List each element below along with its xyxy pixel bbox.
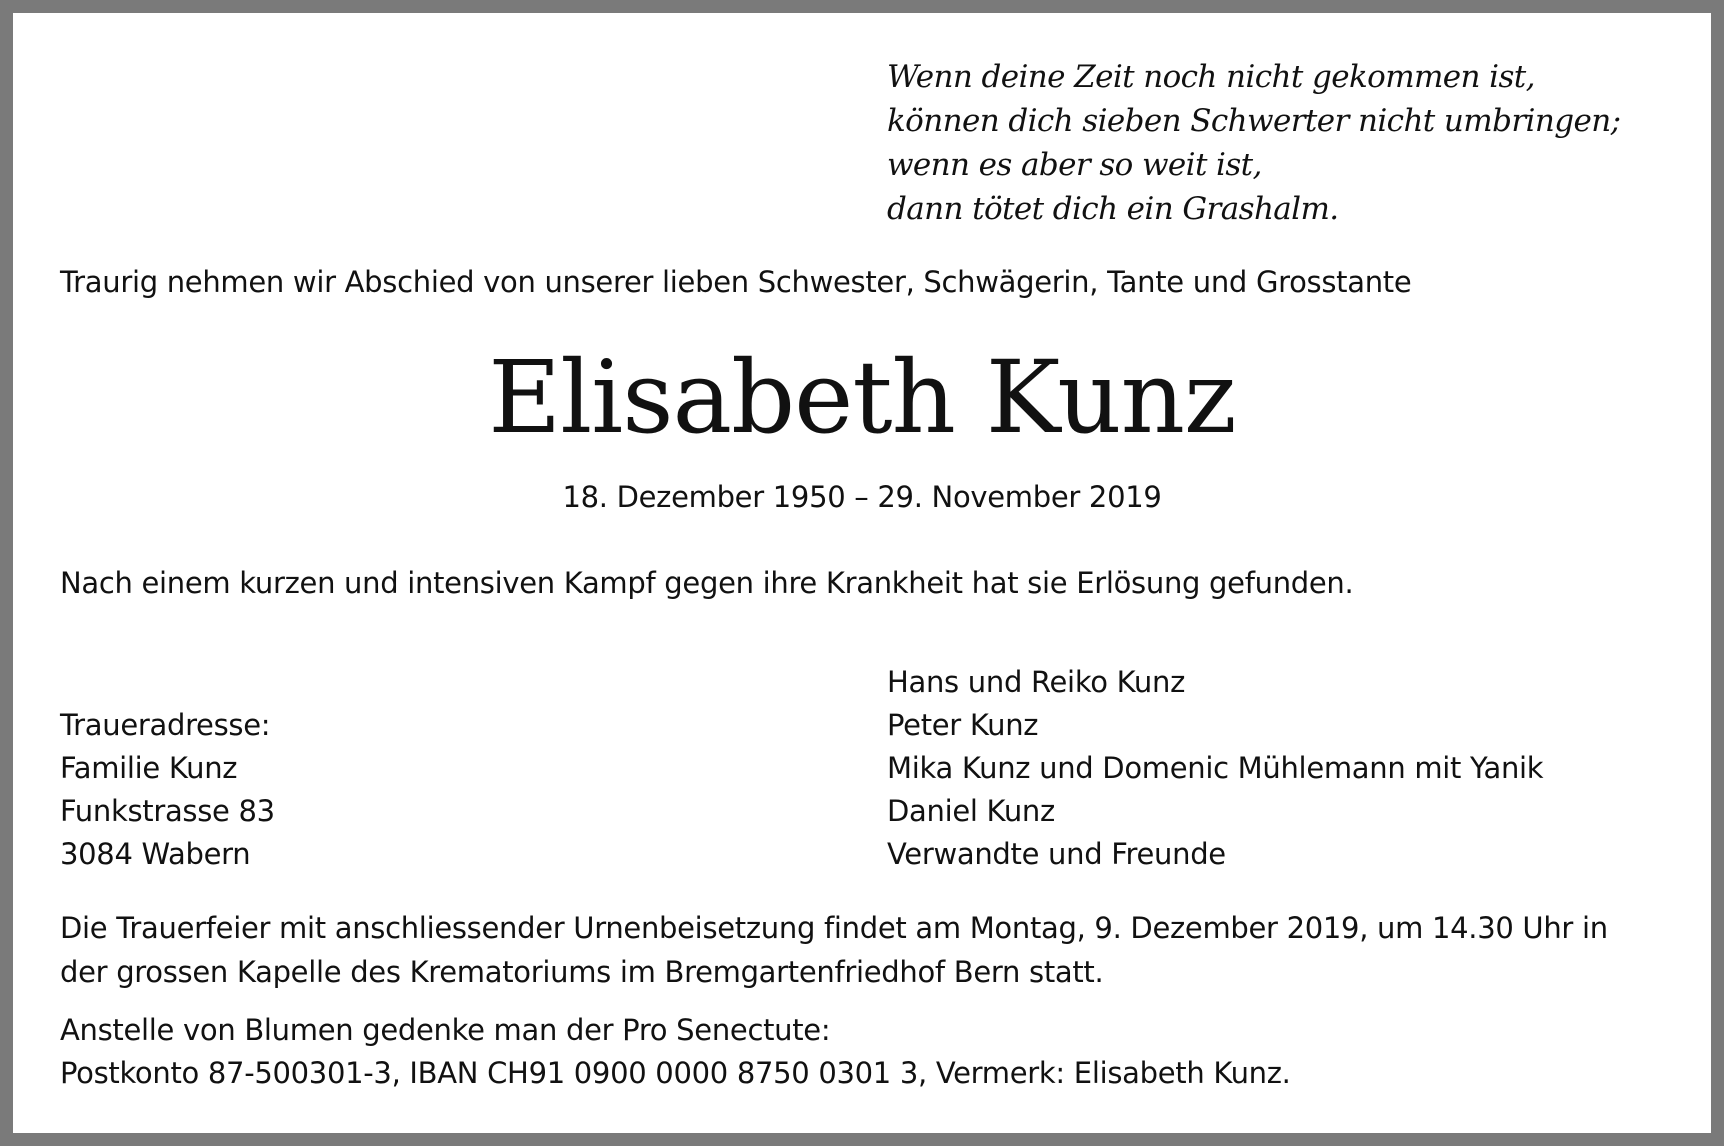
mourner-entry: Hans und Reiko Kunz bbox=[887, 665, 1185, 699]
poem-line: können dich sieben Schwerter nicht umbringen; bbox=[887, 103, 1621, 139]
obituary-notice bbox=[13, 13, 1711, 1133]
mourner-entry: Peter Kunz bbox=[887, 708, 1039, 742]
intro-text: Traurig nehmen wir Abschied von unserer lieben Schwester, Schwägerin, Tante und Grosstante bbox=[60, 265, 1412, 299]
mourning-address bbox=[60, 704, 275, 876]
donation-line: Anstelle von Blumen gedenke man der Pro Senectute: bbox=[60, 1013, 831, 1047]
donation-info bbox=[60, 1009, 1291, 1095]
ceremony-line: Die Trauerfeier mit anschliessender Urnenbeisetzung findet am Montag, 9. Dezember 2019, um 14.30 Uhr in bbox=[60, 911, 1608, 945]
address-line: Familie Kunz bbox=[60, 751, 238, 785]
poem-line: dann tötet dich ein Grashalm. bbox=[887, 191, 1339, 227]
address-line: 3084 Wabern bbox=[60, 837, 251, 871]
mourner-entry: Mika Kunz und Domenic Mühlemann mit Yanik bbox=[887, 751, 1544, 785]
mourner-entry: Daniel Kunz bbox=[887, 794, 1055, 828]
donation-line: Postkonto 87-500301-3, IBAN CH91 0900 0000 8750 0301 3, Vermerk: Elisabeth Kunz. bbox=[60, 1056, 1291, 1090]
address-line: Funkstrasse 83 bbox=[60, 794, 275, 828]
mourners-list bbox=[887, 661, 1543, 876]
poem-line: wenn es aber so weit ist, bbox=[887, 147, 1262, 183]
mourner-entry: Verwandte und Freunde bbox=[887, 837, 1226, 871]
deceased-name: Elisabeth Kunz bbox=[488, 339, 1236, 456]
poem-quote bbox=[887, 55, 1620, 231]
address-label: Traueradresse: bbox=[60, 708, 271, 742]
life-dates: 18. Dezember 1950 – 29. November 2019 bbox=[562, 480, 1162, 514]
poem-line: Wenn deine Zeit noch nicht gekommen ist, bbox=[887, 59, 1535, 95]
ceremony-info bbox=[60, 906, 1608, 994]
message-text: Nach einem kurzen und intensiven Kampf gegen ihre Krankheit hat sie Erlösung gefunden. bbox=[60, 566, 1354, 600]
ceremony-line: der grossen Kapelle des Krematoriums im Bremgartenfriedhof Bern statt. bbox=[60, 955, 1104, 989]
